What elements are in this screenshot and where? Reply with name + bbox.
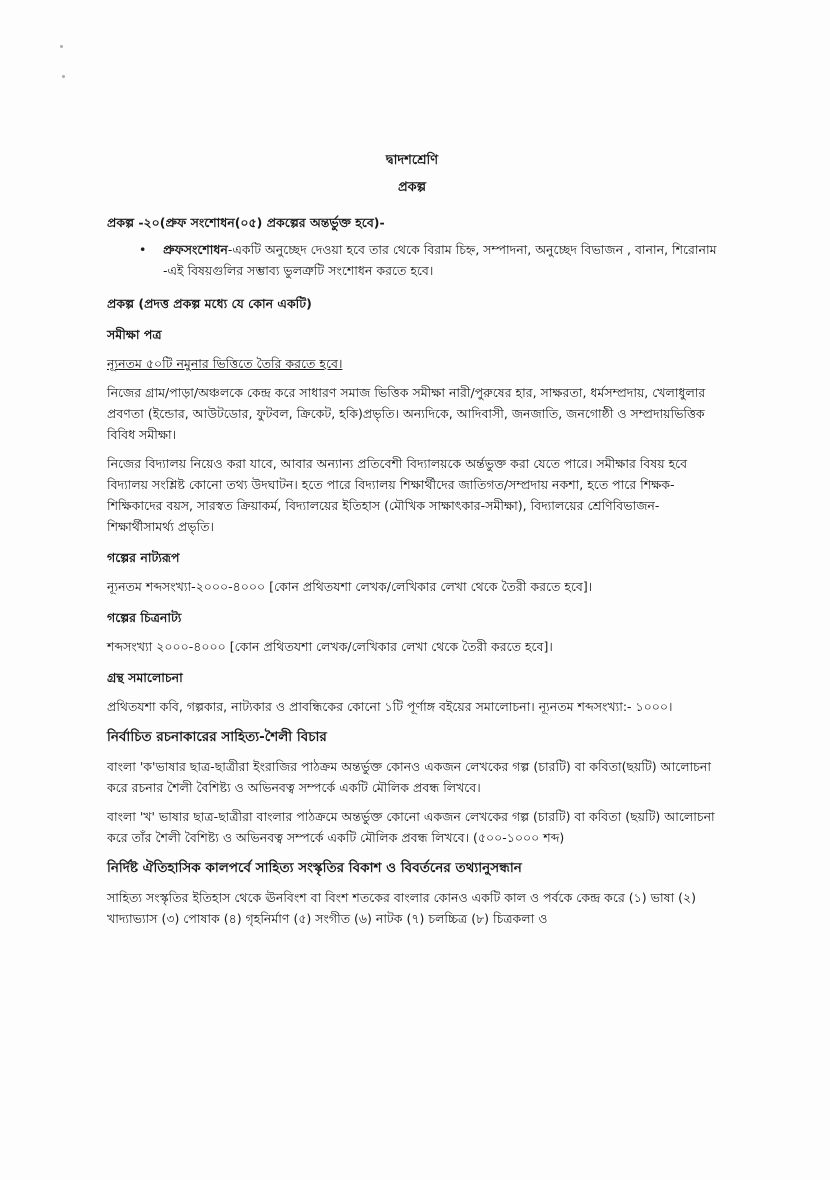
style-paragraph-2: বাংলা 'খ' ভাষার ছাত্র-ছাত্রীরা বাংলার পাঠক্রমে অন্তর্ভুক্ত কোনো একজন লেখকের গল্প (চারটি) বা কবিতা (ছয়টি) আলোচনা করে তাঁর শৈলী বৈশিষ্ট্য ও অভিনবত্ব সম্পর্কে একটি মৌলিক প্রবন্ধ লিখবে। (৫০০-১০০০ শব্দ) — [107, 809, 715, 845]
bullet-icon: • — [139, 242, 147, 257]
style-heading: নির্বাচিত রচনাকারের সাহিত্য-শৈলী বিচার — [107, 729, 327, 745]
screenplay-text: শব্দসংখ্যা ২০০০-৪০০০ [কোন প্রথিতযশা লেখক/লেখিকার লেখা থেকে তৈরী করতে হবে]। — [107, 639, 553, 654]
page-title: দ্বাদশশ্রেণি — [385, 153, 439, 168]
scan-speck — [62, 75, 65, 78]
project-heading: প্রকল্প -২০(প্রুফ সংশোধন(০৫) প্রকল্পের অন্তর্ভুক্ত হবে)- — [107, 215, 385, 230]
proof-bullet-list — [107, 239, 717, 281]
page-subtitle: প্রকল্প — [397, 180, 427, 195]
review-text: প্রথিতযশা কবি, গল্পকার, নাট্যকার ও প্রাবন্ধিকের কোনো ১টি পূর্ণাঙ্গ বইয়ের সমালোচনা। ন্যূনতম শব্দসংখ্যা:- ১০০০। — [107, 699, 673, 714]
document-body — [107, 150, 717, 929]
review-heading: গ্রন্থ সমালোচনা — [107, 670, 183, 685]
survey-minimum: ন্যূনতম ৫০টি নমুনার ভিত্তিতে তৈরি করতে হবে। — [107, 356, 343, 371]
style-paragraph-1: বাংলা 'ক'ভাষার ছাত্র-ছাত্রীরা ইংরাজির পাঠক্রম অন্তর্ভুক্ত কোনও একজন লেখকের গল্প (চারটি) বা কবিতা(ছয়টি) আলোচনা করে রচনার শৈলী বৈশিষ্ট্য ও অভিনবত্ব সম্পর্কে একটি মৌলিক প্রবন্ধ লিখবে। — [107, 759, 712, 795]
survey-paragraph-2: নিজের বিদ্যালয় নিয়েও করা যাবে, আবার অন্যান্য প্রতিবেশী বিদ্যালয়কে অর্ন্তভুক্ত করা যেতে পারে। সমীক্ষার বিষয় হবে বিদ্যালয় সংশ্লিষ্ট কোনো তথ্য উদঘাটন। হতে পারে বিদ্যালয় শিক্ষার্থীদের জাতিগত/সম্প্রদায় নকশা, হতে পারে শিক্ষক- শিক্ষিকাদের বয়স, সারস্বত ক্রিয়াকর্ম, বিদ্যালয়ের ইতিহাস (মৌখিক সাক্ষাৎকার-সমীক্ষা), বিদ্যালয়ের শ্রেণিবিভাজন- শিক্ষার্থীসামর্থ্য প্রভৃতি। — [107, 456, 688, 534]
survey-paragraph-1: নিজের গ্রাম/পাড়া/অঞ্চলকে কেন্দ্র করে সাধারণ সমাজ ভিত্তিক সমীক্ষা নারী/পুরুষের হার, সাক্ষরতা, ধর্মসম্প্রদায়, খেলাধুলার প্রবণতা (ইন্ডোর, আউটডোর, ফুটবল, ক্রিকেট, হকি)প্রভৃতি। অন্যদিকে, আদিবাসী, জনজাতি, জনগোষ্ঠী ও সম্প্রদায়ভিত্তিক বিবিধ সমীক্ষা। — [107, 385, 706, 442]
survey-heading: সমীক্ষা পত্র — [107, 327, 162, 342]
bullet-term: প্রুফসংশোধন — [163, 242, 228, 257]
history-text: সাহিত্য সংস্কৃতির ইতিহাস থেকে ঊনবিংশ বা বিংশ শতকের বাংলার কোনও একটি কাল ও পর্বকে কেন্দ্র করে (১) ভাষা (২) খাদ্যাভ্যাস (৩) পোষাক (৪) গৃহনির্মাণ (৫) সংগীত (৬) নাটক (৭) চলচ্চিত্র (৮) চিত্রকলা ও — [107, 890, 696, 926]
drama-heading: গল্পের নাট্যরূপ — [107, 550, 180, 565]
bullet-text: -একটি অনুচ্ছেদ দেওয়া হবে তার থেকে বিরাম চিহ্ন, সম্পাদনা, অনুচ্ছেদ বিভাজন , বানান, শিরোনাম -এই বিষয়গুলির সম্ভাব্য ভুলত্রুটি সংশোধন করতে হবে। — [163, 242, 717, 278]
history-heading: নির্দিষ্ট ঐতিহাসিক কালপর্বে সাহিত্য সংস্কৃতির বিকাশ ও বিবর্তনের তথ্যানুসন্ধান — [107, 860, 522, 876]
screenplay-heading: গল্পের চিত্রনাট্য — [107, 610, 182, 625]
drama-text: ন্যূনতম শব্দসংখ্যা-২০০০-৪০০০ [কোন প্রথিতযশা লেখক/লেখিকার লেখা থেকে তৈরী করতে হবে]। — [107, 579, 593, 594]
scan-speck — [60, 45, 63, 48]
list-item — [139, 239, 717, 281]
choose-heading: প্রকল্প (প্রদত্ত প্রকল্প মধ্যে যে কোন একটি) — [107, 296, 312, 311]
